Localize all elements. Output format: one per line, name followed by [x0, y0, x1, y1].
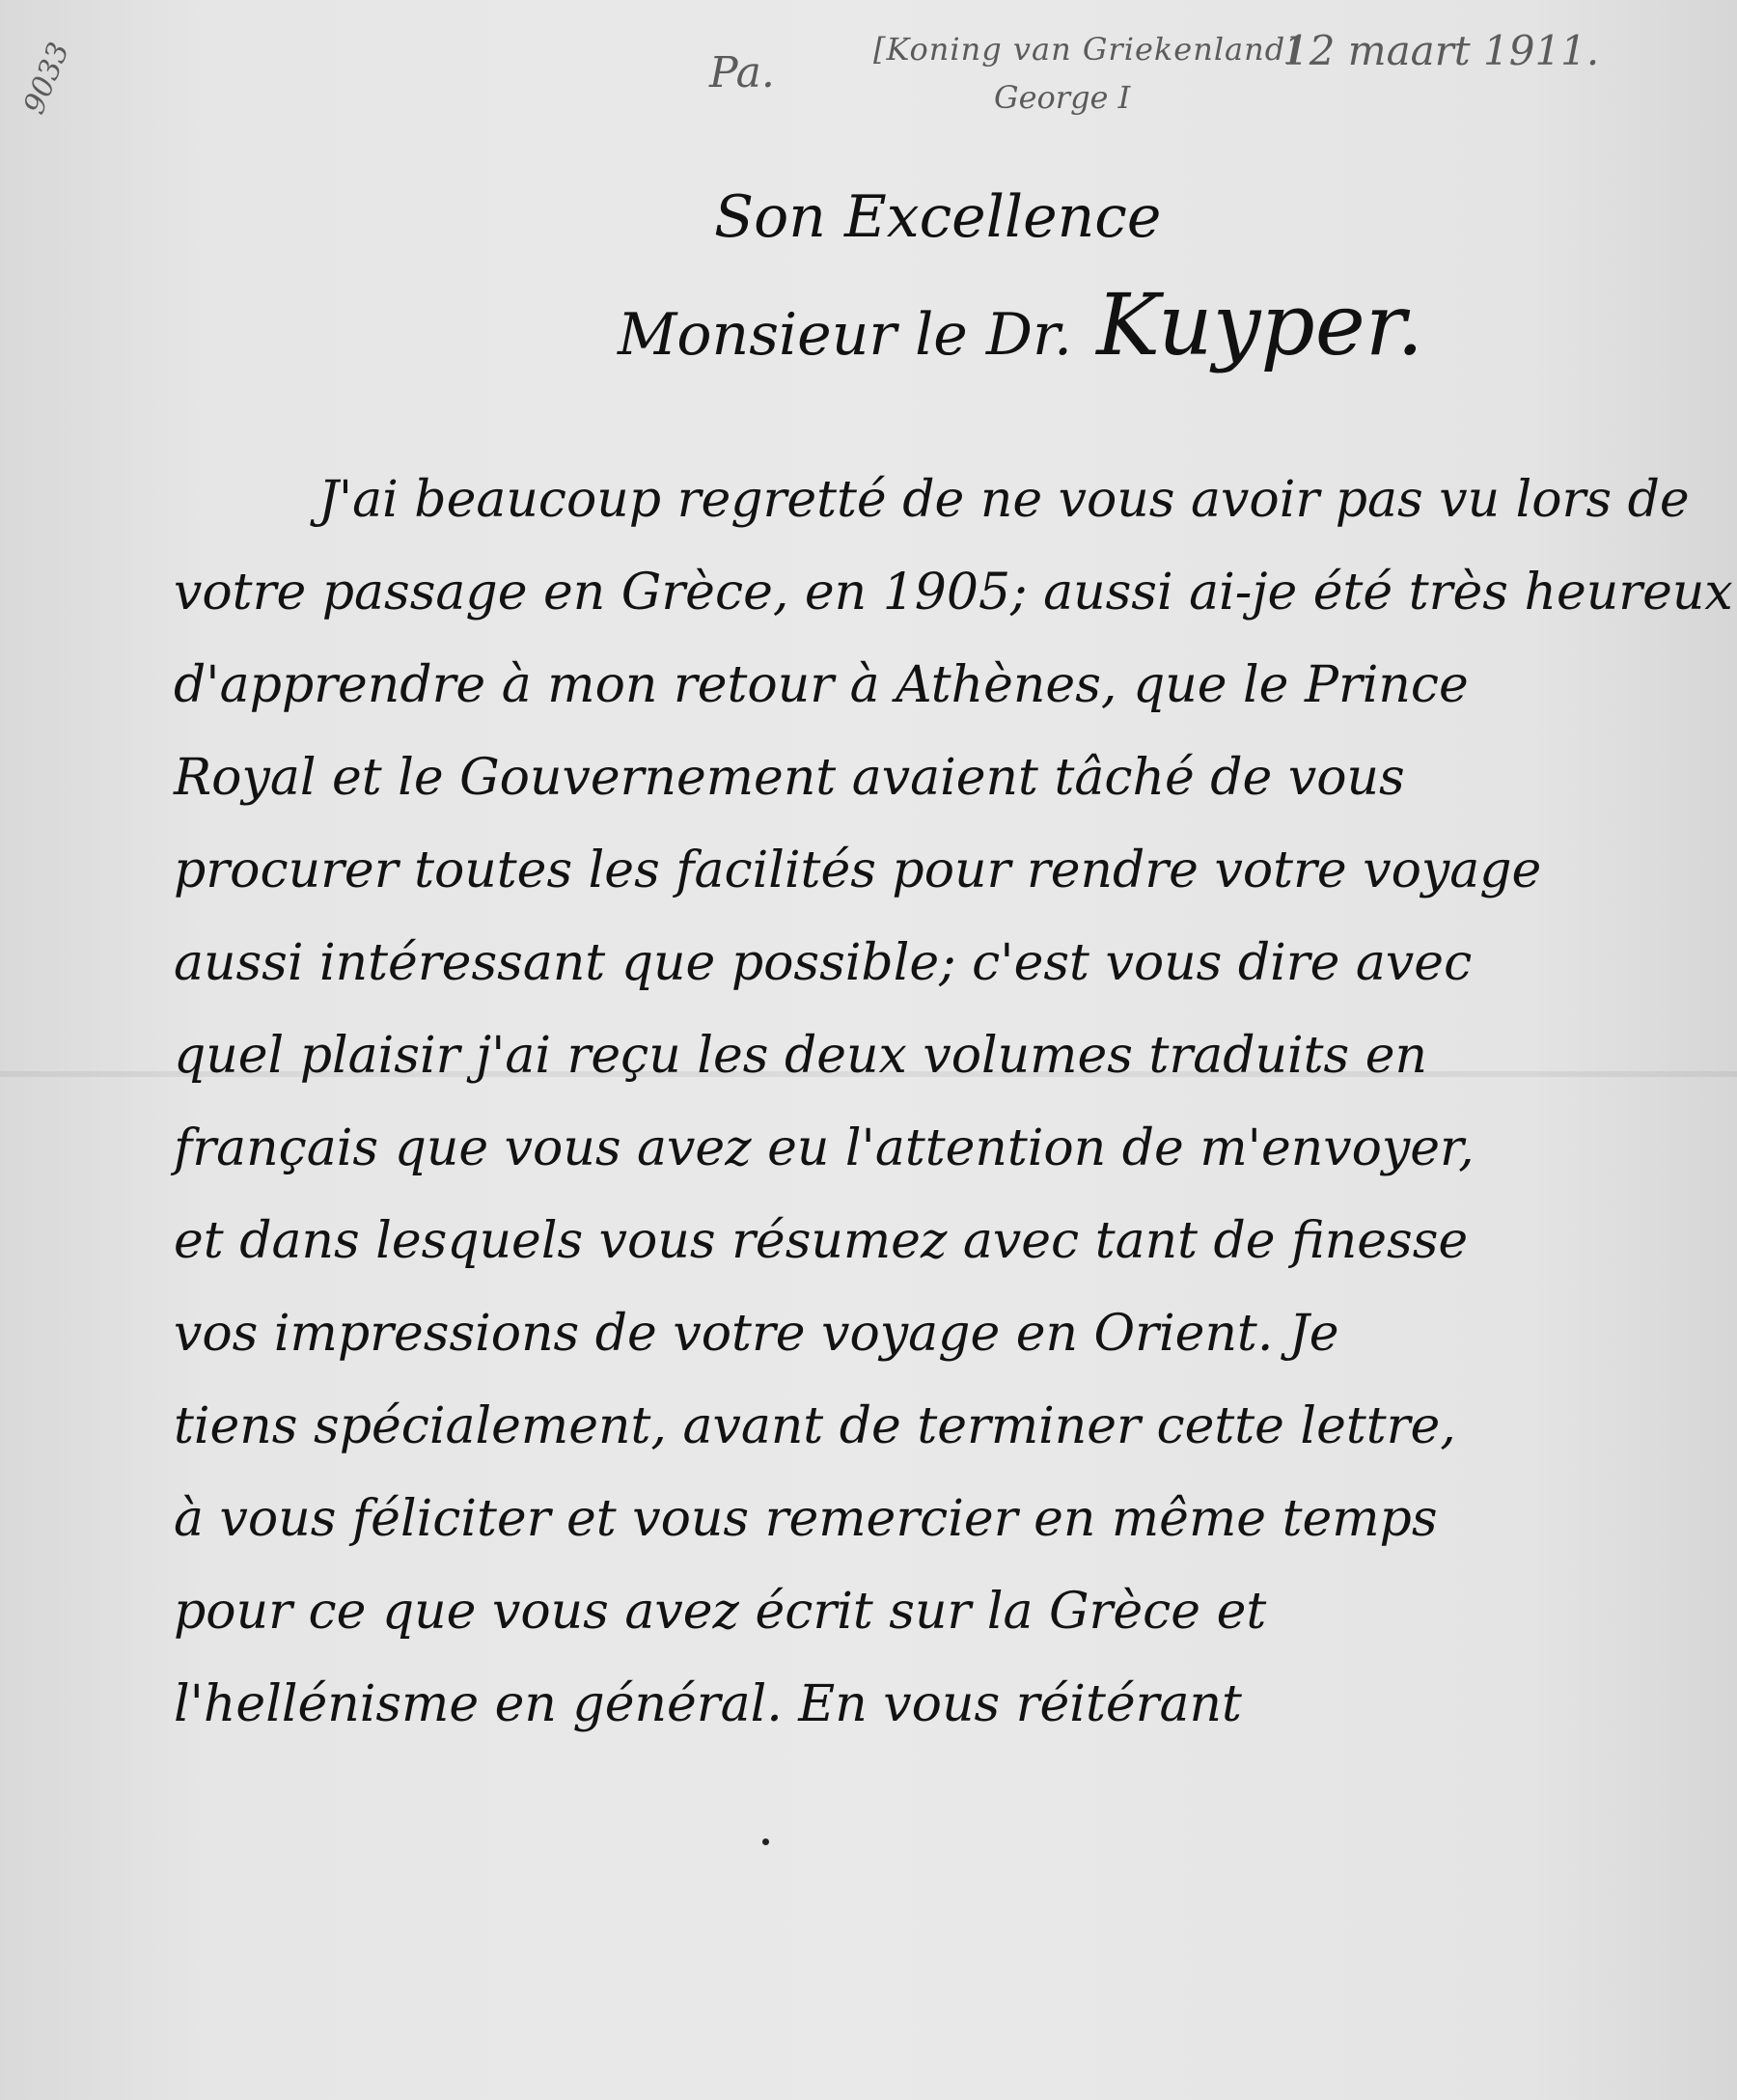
letter-line: d'apprendre à mon retour à Athènes, que le Prince: [174, 656, 1469, 714]
letter-line: J'ai beaucoup regretté de ne vous avoir pas vu lors de: [318, 471, 1690, 529]
letter-line: l'hellénisme en général. En vous réitérant: [174, 1675, 1242, 1733]
letter-line: quel plaisir j'ai reçu les deux volumes traduits en: [174, 1027, 1427, 1085]
address-title: Monsieur le Dr.: [618, 301, 1073, 369]
letter-line: aussi intéressant que possible; c'est vous dire avec: [174, 934, 1473, 992]
pencil-name: George I: [994, 79, 1131, 116]
letter-line: procurer toutes les facilités pour rendre votre voyage: [174, 842, 1542, 899]
address-line-1: Son Excellence: [714, 183, 1162, 251]
letter-line: vos impressions de votre voyage en Orient. Je: [174, 1305, 1339, 1363]
letter-line: français que vous avez eu l'attention de m'envoyer,: [174, 1119, 1475, 1177]
inventory-number: 9033: [17, 38, 77, 120]
address-line-2: [618, 275, 1423, 374]
pencil-initials: Pa.: [709, 48, 775, 97]
letter-line: tiens spécialement, avant de terminer cette lettre,: [174, 1397, 1456, 1455]
address-recipient-name: Kuyper.: [1096, 275, 1424, 374]
letter-line: votre passage en Grèce, en 1905; aussi ai-je été très heureux: [174, 564, 1733, 622]
pencil-date: 12 maart 1911.: [1283, 27, 1600, 74]
pencil-bracket-note: [Koning van Griekenland]: [873, 31, 1299, 68]
letter-line: Royal et le Gouvernement avaient tâché de vous: [174, 749, 1405, 807]
ink-dot: [762, 1838, 769, 1845]
letter-line: pour ce que vous avez écrit sur la Grèce et: [174, 1583, 1267, 1641]
letter-line: et dans lesquels vous résumez avec tant de finesse: [174, 1212, 1469, 1270]
letter-body: [174, 454, 1733, 1751]
letter-line: à vous féliciter et vous remercier en même temps: [174, 1490, 1438, 1548]
